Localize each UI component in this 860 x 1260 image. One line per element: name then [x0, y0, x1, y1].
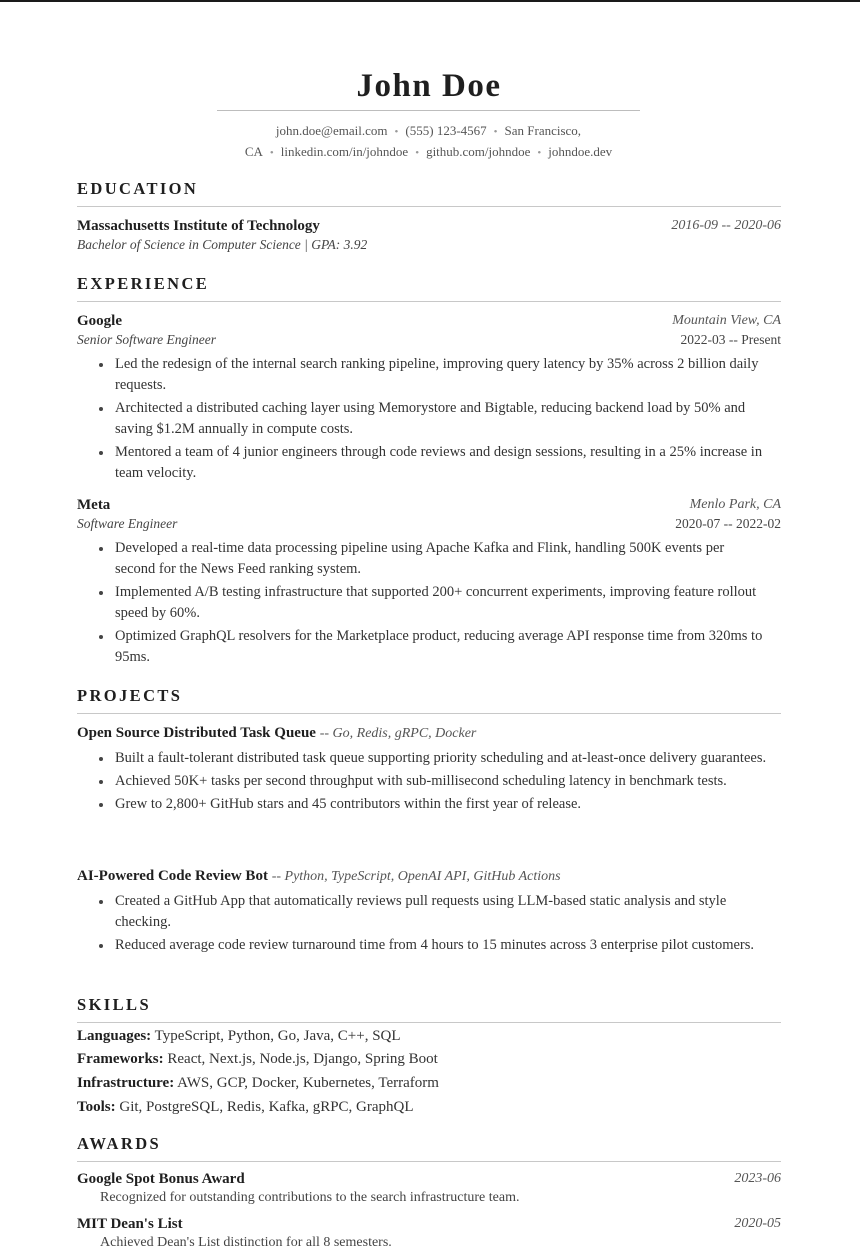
job-bullets	[77, 538, 781, 670]
job-dates: 2020-07 -- 2022-02	[675, 516, 781, 531]
project-header	[77, 866, 781, 886]
education-dates: 2016-09 -- 2020-06	[671, 218, 781, 233]
company-name: Google	[77, 313, 122, 329]
job-title: Software Engineer	[77, 516, 178, 531]
skill-value: Git, PostgreSQL, Redis, Kafka, gRPC, GraphQL	[119, 1099, 414, 1115]
skill-label: Tools:	[77, 1099, 116, 1115]
section-title: EDUCATION	[77, 179, 781, 207]
bullet-item: Optimized GraphQL resolvers for the Marketplace product, reducing average API response time from 320ms to 95ms.	[77, 626, 781, 668]
project-name: AI-Powered Code Review Bot	[77, 868, 268, 884]
experience-section	[77, 274, 781, 302]
job-dates: 2022-03 -- Present	[680, 332, 781, 347]
section-title: SKILLS	[77, 995, 781, 1023]
project-title-line	[77, 723, 476, 744]
skills-section	[77, 995, 781, 1023]
education-section	[77, 179, 781, 207]
company-name: Meta	[77, 497, 111, 513]
bullet-item: Created a GitHub App that automatically reviews pull requests using LLM-based static analysis and style checking.	[77, 891, 781, 933]
award-entry	[77, 1169, 781, 1189]
job-location: Mountain View, CA	[672, 313, 781, 328]
separator-dot: •	[493, 126, 498, 138]
resume-name: John Doe	[356, 68, 502, 104]
award-entry	[77, 1214, 781, 1234]
section-title: PROJECTS	[77, 686, 781, 714]
phone-number: (555) 123-4567	[405, 123, 487, 138]
skill-label: Languages:	[77, 1028, 152, 1044]
project-bullets	[77, 891, 781, 958]
skill-value: React, Next.js, Node.js, Django, Spring Boot	[167, 1051, 438, 1067]
award-name: Google Spot Bonus Award	[77, 1171, 245, 1187]
skill-label: Infrastructure:	[77, 1075, 175, 1091]
award-description: Recognized for outstanding contributions to the search infrastructure team.	[100, 1190, 520, 1205]
linkedin-link[interactable]: linkedin.com/in/johndoe	[280, 144, 409, 159]
skill-value: AWS, GCP, Docker, Kubernetes, Terraform	[177, 1075, 439, 1091]
project-bullets	[77, 748, 781, 817]
separator-dot: •	[537, 147, 542, 159]
job-title: Senior Software Engineer	[77, 332, 216, 347]
section-title: AWARDS	[77, 1134, 781, 1162]
education-entry	[77, 216, 781, 236]
bullet-item: Mentored a team of 4 junior engineers through code reviews and design sessions, resulting in a 25% increase in team velocity.	[77, 442, 781, 484]
projects-section	[77, 686, 781, 714]
skill-row	[77, 1049, 781, 1069]
job-bullets	[77, 354, 781, 486]
education-degree-row	[77, 235, 781, 255]
award-date: 2023-06	[734, 1171, 781, 1186]
bullet-item: Grew to 2,800+ GitHub stars and 45 contributors within the first year of release.	[77, 794, 781, 815]
job-location: Menlo Park, CA	[689, 497, 781, 512]
contact-info	[217, 121, 640, 163]
awards-section	[77, 1134, 781, 1162]
bullet-item: Implemented A/B testing infrastructure that supported 200+ concurrent experiments, improving feature rollout speed by 60%.	[77, 582, 781, 624]
skill-row	[77, 1026, 781, 1046]
school-name: Massachusetts Institute of Technology	[77, 218, 320, 234]
bullet-item: Built a fault-tolerant distributed task queue supporting priority scheduling and at-least-once delivery guarantees.	[77, 748, 781, 769]
skill-row	[77, 1073, 781, 1093]
location-state: CA	[244, 144, 263, 159]
name-divider	[217, 110, 640, 111]
job-role-row	[77, 514, 781, 534]
job-header	[77, 495, 781, 515]
project-header	[77, 723, 781, 743]
job-role-row	[77, 330, 781, 350]
separator-dot: •	[394, 126, 399, 138]
github-link[interactable]: github.com/johndoe	[426, 144, 531, 159]
bullet-item: Architected a distributed caching layer using Memorystore and Bigtable, reducing backend load by 50% and saving $1.2M annually in compute costs.	[77, 398, 781, 440]
award-description: Achieved Dean's List distinction for all 8 semesters.	[100, 1235, 392, 1250]
separator-dot: •	[269, 147, 274, 159]
email-link[interactable]: john.doe@email.com	[275, 123, 388, 138]
project-tech: -- Go, Redis, gRPC, Docker	[319, 726, 477, 741]
project-name: Open Source Distributed Task Queue	[77, 725, 316, 741]
section-title: EXPERIENCE	[77, 274, 781, 302]
award-date: 2020-05	[734, 1216, 781, 1231]
job-header	[77, 311, 781, 331]
bullet-item: Reduced average code review turnaround time from 4 hours to 15 minutes across 3 enterprise pilot customers.	[77, 935, 781, 956]
award-name: MIT Dean's List	[77, 1216, 183, 1232]
separator-dot: •	[415, 147, 420, 159]
bullet-item: Developed a real-time data processing pipeline using Apache Kafka and Flink, handling 500K events per second for the News Feed ranking system.	[77, 538, 781, 580]
skill-row	[77, 1097, 781, 1117]
skill-value: TypeScript, Python, Go, Java, C++, SQL	[154, 1028, 401, 1044]
project-tech: -- Python, TypeScript, OpenAI API, GitHub Actions	[271, 869, 561, 884]
project-title-line	[77, 866, 561, 887]
bullet-item: Achieved 50K+ tasks per second throughput with sub-millisecond scheduling latency in benchmark tests.	[77, 771, 781, 792]
website-link[interactable]: johndoe.dev	[548, 144, 613, 159]
location: San Francisco,	[504, 123, 582, 138]
bullet-item: Led the redesign of the internal search ranking pipeline, improving query latency by 35% across 2 billion daily requests.	[77, 354, 781, 396]
skill-label: Frameworks:	[77, 1051, 164, 1067]
degree: Bachelor of Science in Computer Science | GPA: 3.92	[77, 237, 368, 252]
